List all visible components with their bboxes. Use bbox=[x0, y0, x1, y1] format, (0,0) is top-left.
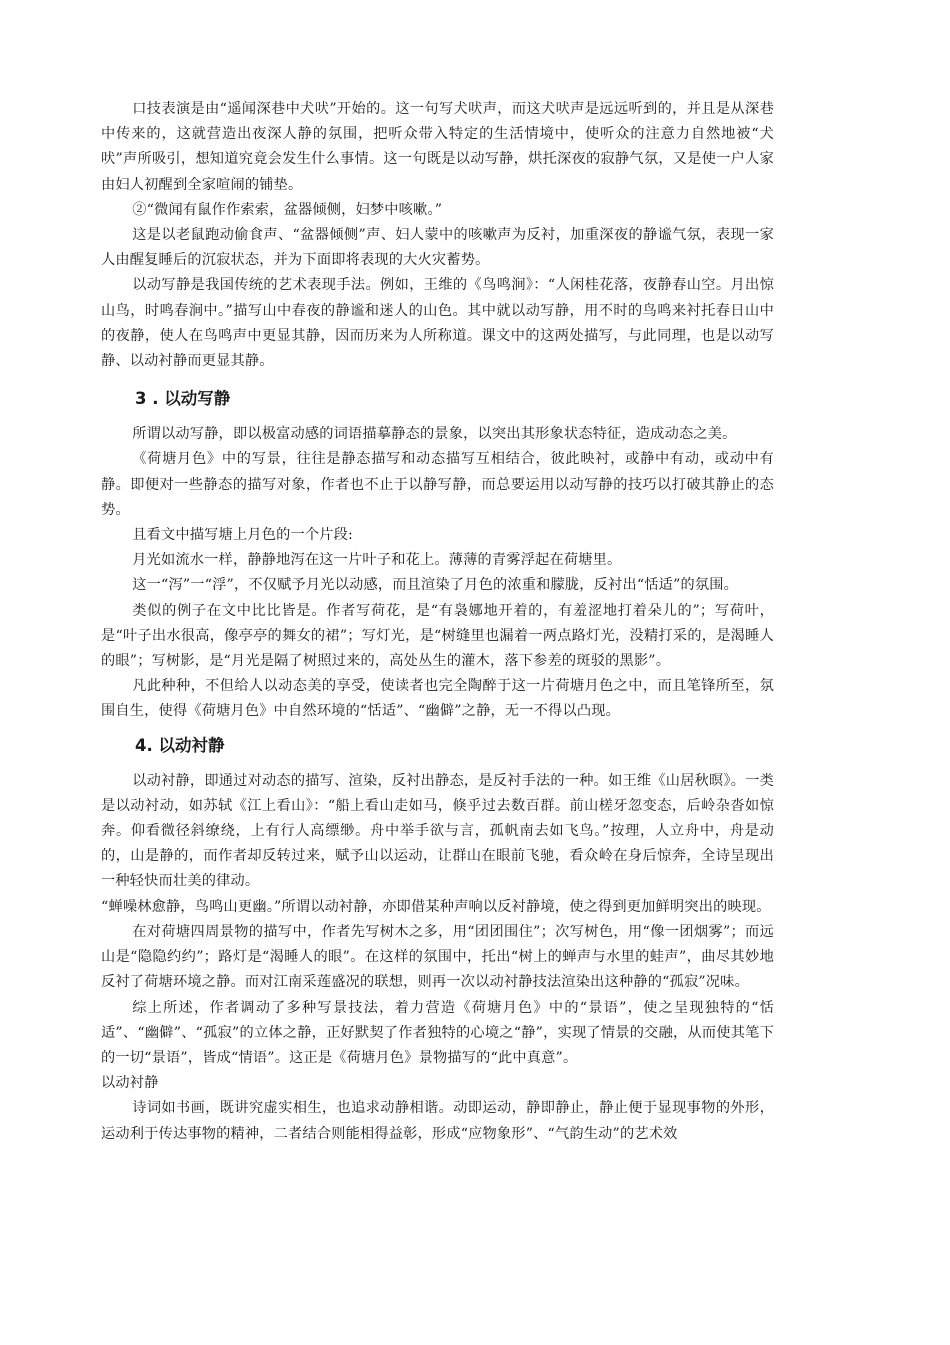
paragraph-surroundings: 在对荷塘四周景物的描写中，作者先写树木之多，用“团团围住”；次写树色，用“像一团烟雾”；而远山是“隐隐约约”；路灯是“渴睡人的眼”。在这样的氛围中，托出“树上的蝉声与水里的蛙声”，曲尽其妙地反衬了荷塘环境之静。而对江南采莲盛况的联想，则再一次以动衬静技法渲染出这种静的“孤寂”况味。 bbox=[101, 923, 774, 991]
paragraph-contrast-explain: 这是以老鼠跑动偷食声、“盆器倾侧”声、妇人蒙中的咳嗽声为反衬，加重深夜的静谧气氛，表现一家人由醒复睡后的沉寂状态，并为下面即将表现的大火灾蓄势。 bbox=[101, 227, 774, 269]
section-heading-3: 3 . 以动写静 bbox=[135, 389, 231, 409]
paragraph-summary-3: 凡此种种，不但给人以动态美的享受，使读者也完全陶醉于这一片荷塘月色之中，而且笔锋所至，氛围自生，使得《荷塘月色》中自然环境的“恬适”、“幽僻”之静，无一不得以凸现。 bbox=[101, 678, 774, 720]
document-body bbox=[101, 97, 774, 1147]
paragraph-examples: 类似的例子在文中比比皆是。作者写荷花，是“有袅娜地开着的，有羞涩地打着朵儿的”；写荷叶，是“叶子出水很高，像亭亭的舞女的裙”；写灯光，是“树缝里也漏着一两点路灯光，没精打采的，是渴睡人的眼”；写树影，是“月光是隔了树照过来的，高处丛生的灌木，落下参差的斑驳的黑影”。 bbox=[101, 602, 774, 670]
paragraph-wangwei-example: 以动写静是我国传统的艺术表现手法。例如，王维的《鸟鸣涧》：“人闲桂花落，夜静春山空。月出惊山鸟，时鸣春涧中。”描写山中春夜的静谧和迷人的山色。其中就以动写静，用不时的鸟鸣来衬托春日山中的夜静，使人在鸟鸣声中更显其静，因而历来为人所称道。课文中的这两处描写，与此同理，也是以动写静、以动衬静而更显其静。 bbox=[101, 277, 774, 370]
paragraph-quote-mouse: ②“微闻有鼠作作索索，盆器倾侧，妇梦中咳嗽。” bbox=[132, 201, 443, 218]
paragraph-excerpt-intro: 且看文中描写塘上月色的一个片段: bbox=[132, 527, 354, 544]
paragraph-conclusion: 综上所述，作者调动了多种写景技法，着力营造《荷塘月色》中的“景语”，使之呈现独特的“恬适”、“幽僻”、“孤寂”的立体之静，正好默契了作者独特的心境之“静”，实现了情景的交融，从而使其笔下的一切“景语”，皆成“情语”。这正是《荷塘月色》景物描写的“此中真意”。 bbox=[101, 999, 774, 1066]
paragraph-excerpt: 月光如流水一样，静静地泻在这一片叶子和花上。薄薄的青雾浮起在荷塘里。 bbox=[132, 552, 622, 569]
paragraph-subtitle: 以动衬静 bbox=[101, 1075, 159, 1092]
paragraph-kouji-intro: 口技表演是由“遥闻深巷中犬吠”开始的。这一句写犬吠声，而这犬吠声是远远听到的，并且是从深巷中传来的，这就营造出夜深人静的氛围，把听众带入特定的生活情境中，使听众的注意力自然地被“犬吠”声所吸引，想知道究竟会发生什么事情。这一句既是以动写静，烘托深夜的寂静气氛，又是使一户人家由妇人初醒到全家喧闹的铺垫。 bbox=[101, 101, 774, 193]
paragraph-poetry-painting: 诗词如书画，既讲究虚实相生，也追求动静相谐。动即运动，静即静止，静止便于显现事物的外形，运动利于传达事物的精神，二者结合则能相得益彰，形成“应物象形”、“气韵生动”的艺术效 bbox=[101, 1100, 774, 1142]
paragraph-xie-fu: 这一“泻”一“浮”，不仅赋予月光以动感，而且渲染了月色的浓重和朦胧，反衬出“恬适”的氛围。 bbox=[132, 577, 739, 594]
paragraph-contrast-definition: 以动衬静，即通过对动态的描写、渲染，反衬出静态，是反衬手法的一种。如王维《山居秋暝》。一类是以动衬动，如苏轼《江上看山》：“船上看山走如马，倏乎过去数百群。前山槎牙忽变态，后岭杂沓如惊奔。仰看微径斜缭绕，上有行人高缥缈。舟中举手欲与言，孤帆南去如飞鸟。”按理，人立舟中，舟是动的，山是静的，而作者却反转过来，赋予山以运动，让群山在眼前飞驰，看众岭在身后惊奔，全诗呈现出一种轻快而壮美的律动。 bbox=[101, 772, 774, 890]
paragraph-cicada-quote: “蝉噪林愈静，鸟鸣山更幽。”所谓以动衬静，亦即借某种声响以反衬静境，使之得到更加鲜明突出的映现。 bbox=[101, 898, 771, 915]
paragraph-hetang-scenery: 《荷塘月色》中的写景，往往是静态描写和动态描写互相结合，彼此映衬，或静中有动，或动中有静。即便对一些静态的描写对象，作者也不止于以静写静，而总要运用以动写静的技巧以打破其静止的态势。 bbox=[101, 451, 774, 518]
paragraph-definition: 所谓以动写静，即以极富动感的词语描摹静态的景象，以突出其形象状态特征，造成动态之美。 bbox=[132, 426, 737, 443]
section-heading-4: 4. 以动衬静 bbox=[135, 735, 225, 755]
